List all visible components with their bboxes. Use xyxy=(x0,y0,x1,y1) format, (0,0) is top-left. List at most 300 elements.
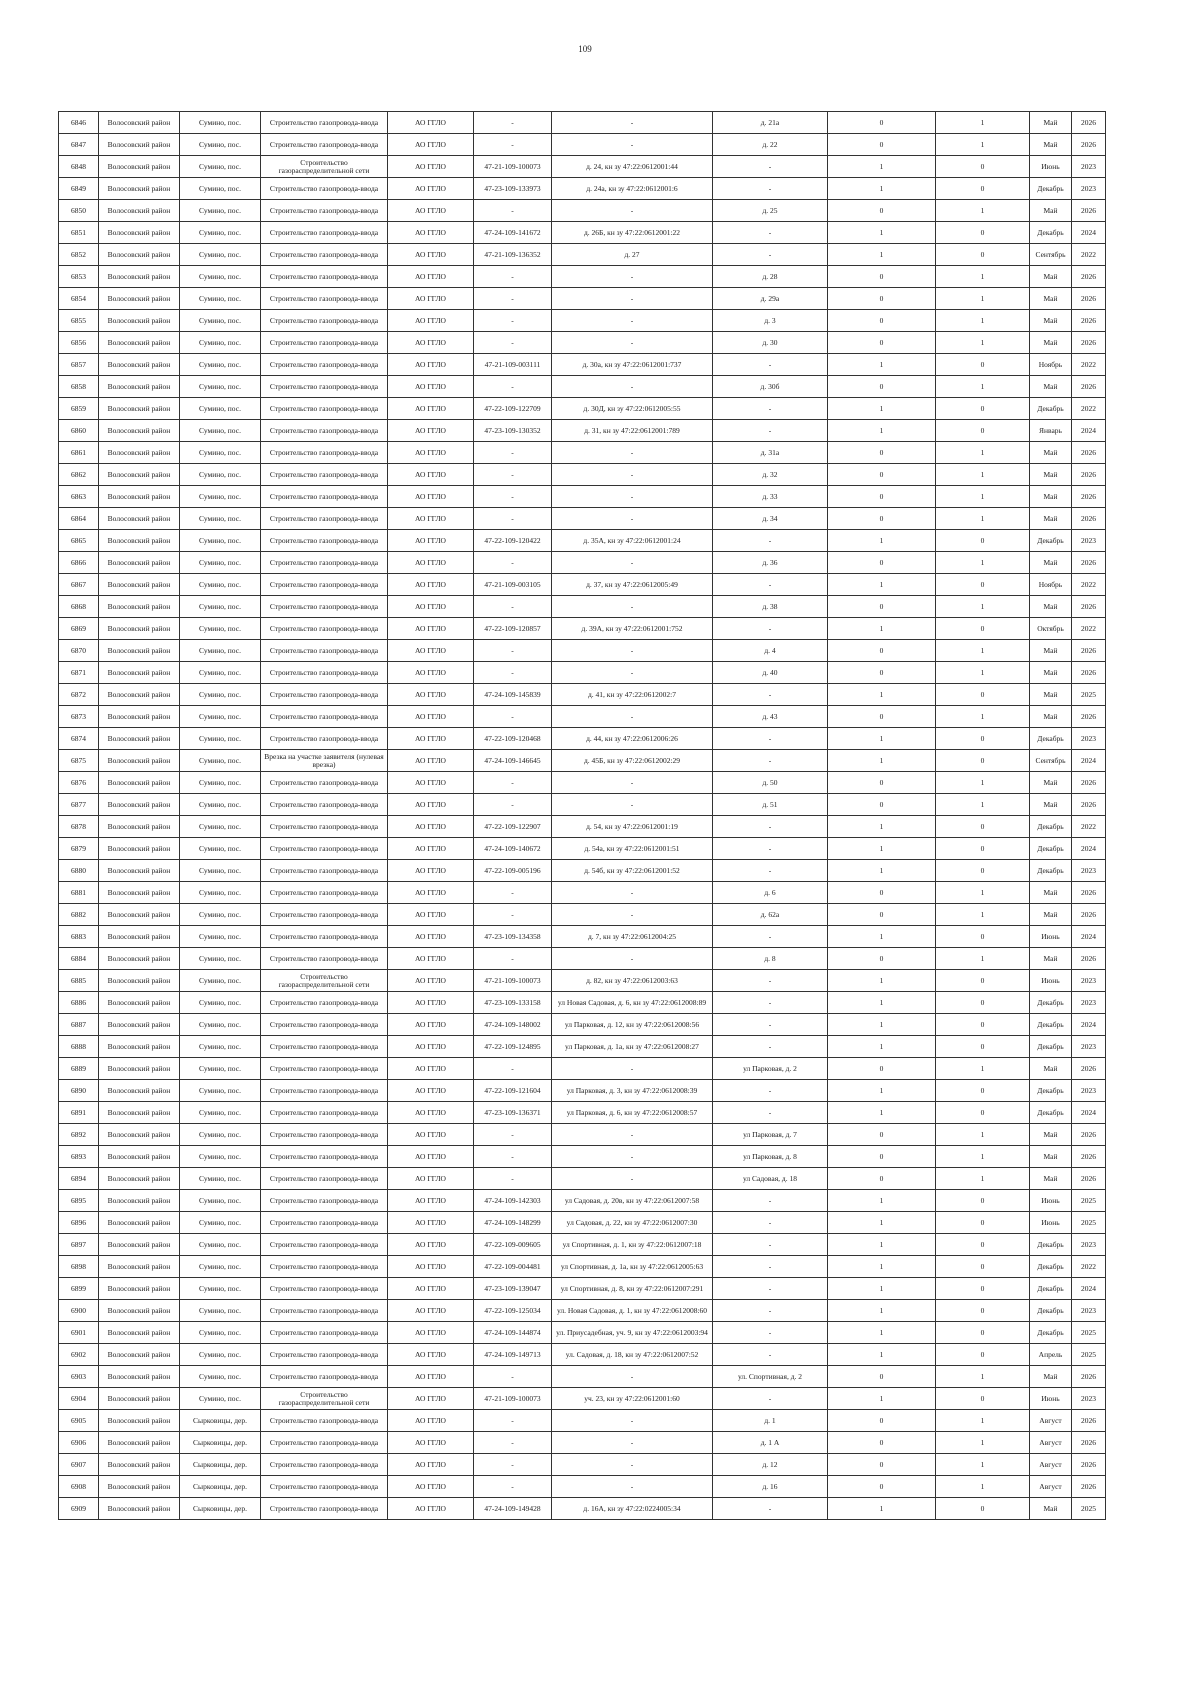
cell-settlement: Сумино, пос. xyxy=(180,596,261,618)
cell-month: Май xyxy=(1030,1498,1072,1520)
cell-cadastral-address: д. 24а, кн зу 47:22:0612001:6 xyxy=(552,178,713,200)
cell-row-number: 6867 xyxy=(59,574,99,596)
cell-settlement: Сумино, пос. xyxy=(180,508,261,530)
cell-work-type: Строительство газопровода-ввода xyxy=(261,332,388,354)
cell-district: Волосовский район xyxy=(99,904,180,926)
cell-settlement: Сумино, пос. xyxy=(180,288,261,310)
cell-application-number: 47-21-109-003111 xyxy=(474,354,552,376)
cell-row-number: 6904 xyxy=(59,1388,99,1410)
cell-year: 2026 xyxy=(1072,904,1106,926)
cell-year: 2022 xyxy=(1072,574,1106,596)
table-row xyxy=(59,1234,1106,1256)
cell-year: 2024 xyxy=(1072,1014,1106,1036)
cell-count-b: 1 xyxy=(936,948,1030,970)
cell-address: - xyxy=(713,1256,828,1278)
table-row xyxy=(59,992,1106,1014)
cell-work-type: Строительство газопровода-ввода xyxy=(261,662,388,684)
cell-address: - xyxy=(713,1322,828,1344)
cell-row-number: 6896 xyxy=(59,1212,99,1234)
cell-cadastral-address: ул. Новая Садовая, д. 1, кн зу 47:22:0612008:60 xyxy=(552,1300,713,1322)
cell-count-a: 0 xyxy=(828,882,936,904)
cell-row-number: 6879 xyxy=(59,838,99,860)
cell-count-b: 0 xyxy=(936,1234,1030,1256)
cell-settlement: Сумино, пос. xyxy=(180,1278,261,1300)
cell-month: Май xyxy=(1030,1366,1072,1388)
cell-year: 2022 xyxy=(1072,816,1106,838)
cell-settlement: Сумино, пос. xyxy=(180,750,261,772)
cell-year: 2022 xyxy=(1072,1256,1106,1278)
cell-row-number: 6866 xyxy=(59,552,99,574)
cell-year: 2024 xyxy=(1072,750,1106,772)
cell-year: 2022 xyxy=(1072,398,1106,420)
cell-settlement: Сумино, пос. xyxy=(180,134,261,156)
cell-month: Декабрь xyxy=(1030,992,1072,1014)
cell-row-number: 6872 xyxy=(59,684,99,706)
cell-year: 2025 xyxy=(1072,684,1106,706)
table-row xyxy=(59,1080,1106,1102)
cell-cadastral-address: ул Парковая, д. 12, кн зу 47:22:0612008:56 xyxy=(552,1014,713,1036)
cell-year: 2023 xyxy=(1072,1388,1106,1410)
cell-month: Декабрь xyxy=(1030,1036,1072,1058)
cell-year: 2026 xyxy=(1072,706,1106,728)
cell-count-a: 0 xyxy=(828,332,936,354)
table-row xyxy=(59,948,1106,970)
cell-count-b: 1 xyxy=(936,1410,1030,1432)
cell-month: Май xyxy=(1030,310,1072,332)
cell-month: Декабрь xyxy=(1030,1080,1072,1102)
cell-work-type: Строительство газопровода-ввода xyxy=(261,1168,388,1190)
cell-application-number: - xyxy=(474,662,552,684)
cell-count-b: 1 xyxy=(936,1366,1030,1388)
cell-settlement: Сумино, пос. xyxy=(180,992,261,1014)
cell-organization: АО ГГЛО xyxy=(388,948,474,970)
cell-address: д. 4 xyxy=(713,640,828,662)
cell-organization: АО ГГЛО xyxy=(388,596,474,618)
cell-organization: АО ГГЛО xyxy=(388,992,474,1014)
cell-count-a: 1 xyxy=(828,1080,936,1102)
cell-cadastral-address: - xyxy=(552,1366,713,1388)
registry-table xyxy=(58,111,1106,1520)
cell-count-a: 0 xyxy=(828,1058,936,1080)
table-row xyxy=(59,486,1106,508)
cell-month: Декабрь xyxy=(1030,1234,1072,1256)
cell-district: Волосовский район xyxy=(99,288,180,310)
cell-cadastral-address: ул. Приусадебная, уч. 9, кн зу 47:22:0612003:94 xyxy=(552,1322,713,1344)
cell-organization: АО ГГЛО xyxy=(388,486,474,508)
cell-cadastral-address: д. 30Д, кн зу 47:22:0612005:55 xyxy=(552,398,713,420)
cell-organization: АО ГГЛО xyxy=(388,750,474,772)
cell-address: - xyxy=(713,398,828,420)
table-row xyxy=(59,926,1106,948)
cell-application-number: - xyxy=(474,1146,552,1168)
cell-district: Волосовский район xyxy=(99,1058,180,1080)
table-row xyxy=(59,860,1106,882)
cell-year: 2026 xyxy=(1072,310,1106,332)
cell-address: - xyxy=(713,838,828,860)
cell-organization: АО ГГЛО xyxy=(388,1124,474,1146)
cell-year: 2026 xyxy=(1072,1366,1106,1388)
cell-row-number: 6882 xyxy=(59,904,99,926)
cell-address: д. 25 xyxy=(713,200,828,222)
cell-count-b: 1 xyxy=(936,882,1030,904)
cell-count-a: 1 xyxy=(828,992,936,1014)
cell-count-b: 0 xyxy=(936,970,1030,992)
table-row xyxy=(59,222,1106,244)
cell-row-number: 6878 xyxy=(59,816,99,838)
cell-year: 2026 xyxy=(1072,882,1106,904)
cell-row-number: 6903 xyxy=(59,1366,99,1388)
cell-count-b: 0 xyxy=(936,574,1030,596)
cell-organization: АО ГГЛО xyxy=(388,1278,474,1300)
cell-application-number: - xyxy=(474,948,552,970)
table-row xyxy=(59,1498,1106,1520)
cell-count-a: 1 xyxy=(828,530,936,552)
cell-district: Волосовский район xyxy=(99,662,180,684)
cell-settlement: Сумино, пос. xyxy=(180,1036,261,1058)
table-row xyxy=(59,1124,1106,1146)
table-row xyxy=(59,1102,1106,1124)
cell-address: - xyxy=(713,354,828,376)
cell-cadastral-address: - xyxy=(552,486,713,508)
cell-row-number: 6856 xyxy=(59,332,99,354)
cell-district: Волосовский район xyxy=(99,882,180,904)
cell-row-number: 6895 xyxy=(59,1190,99,1212)
table-row xyxy=(59,1014,1106,1036)
cell-work-type: Строительство газопровода-ввода xyxy=(261,1234,388,1256)
cell-count-b: 0 xyxy=(936,992,1030,1014)
cell-year: 2024 xyxy=(1072,420,1106,442)
table-row xyxy=(59,398,1106,420)
cell-organization: АО ГГЛО xyxy=(388,794,474,816)
cell-district: Волосовский район xyxy=(99,552,180,574)
cell-work-type: Строительство газопровода-ввода xyxy=(261,1278,388,1300)
cell-count-b: 1 xyxy=(936,134,1030,156)
cell-district: Волосовский район xyxy=(99,398,180,420)
cell-count-b: 1 xyxy=(936,266,1030,288)
cell-year: 2026 xyxy=(1072,1124,1106,1146)
cell-row-number: 6858 xyxy=(59,376,99,398)
cell-cadastral-address: ул Парковая, д. 6, кн зу 47:22:0612008:57 xyxy=(552,1102,713,1124)
cell-year: 2026 xyxy=(1072,772,1106,794)
cell-count-a: 1 xyxy=(828,178,936,200)
cell-application-number: 47-22-109-124895 xyxy=(474,1036,552,1058)
cell-application-number: 47-24-109-148002 xyxy=(474,1014,552,1036)
cell-settlement: Сумино, пос. xyxy=(180,1212,261,1234)
cell-application-number: - xyxy=(474,288,552,310)
cell-address: д. 32 xyxy=(713,464,828,486)
cell-district: Волосовский район xyxy=(99,794,180,816)
table-row xyxy=(59,816,1106,838)
cell-organization: АО ГГЛО xyxy=(388,1410,474,1432)
cell-application-number: 47-24-109-142303 xyxy=(474,1190,552,1212)
cell-count-a: 1 xyxy=(828,684,936,706)
cell-settlement: Сумино, пос. xyxy=(180,178,261,200)
cell-cadastral-address: д. 39А, кн зу 47:22:0612001:752 xyxy=(552,618,713,640)
table-row xyxy=(59,156,1106,178)
cell-month: Июнь xyxy=(1030,970,1072,992)
cell-address: - xyxy=(713,926,828,948)
cell-organization: АО ГГЛО xyxy=(388,310,474,332)
cell-year: 2025 xyxy=(1072,1212,1106,1234)
cell-row-number: 6892 xyxy=(59,1124,99,1146)
cell-address: ул Парковая, д. 8 xyxy=(713,1146,828,1168)
cell-work-type: Строительство газопровода-ввода xyxy=(261,288,388,310)
cell-address: ул Парковая, д. 7 xyxy=(713,1124,828,1146)
cell-month: Апрель xyxy=(1030,1344,1072,1366)
cell-organization: АО ГГЛО xyxy=(388,530,474,552)
cell-work-type: Строительство газопровода-ввода xyxy=(261,1190,388,1212)
cell-application-number: 47-22-109-125034 xyxy=(474,1300,552,1322)
cell-application-number: 47-22-109-004481 xyxy=(474,1256,552,1278)
cell-cadastral-address: д. 31, кн зу 47:22:0612001:789 xyxy=(552,420,713,442)
cell-cadastral-address: - xyxy=(552,1168,713,1190)
cell-application-number: 47-22-109-120468 xyxy=(474,728,552,750)
cell-cadastral-address: д. 7, кн зу 47:22:0612004:25 xyxy=(552,926,713,948)
cell-count-a: 0 xyxy=(828,552,936,574)
cell-count-b: 1 xyxy=(936,552,1030,574)
cell-cadastral-address: - xyxy=(552,882,713,904)
cell-district: Волосовский район xyxy=(99,134,180,156)
cell-application-number: 47-21-109-003105 xyxy=(474,574,552,596)
cell-row-number: 6902 xyxy=(59,1344,99,1366)
cell-count-b: 1 xyxy=(936,1146,1030,1168)
cell-organization: АО ГГЛО xyxy=(388,508,474,530)
cell-settlement: Сумино, пос. xyxy=(180,398,261,420)
cell-row-number: 6883 xyxy=(59,926,99,948)
cell-application-number: - xyxy=(474,640,552,662)
cell-count-b: 1 xyxy=(936,662,1030,684)
cell-month: Май xyxy=(1030,1146,1072,1168)
cell-settlement: Сырковицы, дер. xyxy=(180,1476,261,1498)
cell-cadastral-address: д. 45Б, кн зу 47:22:0612002:29 xyxy=(552,750,713,772)
cell-address: д. 3 xyxy=(713,310,828,332)
cell-address: - xyxy=(713,1234,828,1256)
cell-count-a: 0 xyxy=(828,310,936,332)
cell-count-a: 1 xyxy=(828,244,936,266)
table-row xyxy=(59,772,1106,794)
cell-application-number: - xyxy=(474,1168,552,1190)
table-row xyxy=(59,1146,1106,1168)
cell-settlement: Сумино, пос. xyxy=(180,1256,261,1278)
cell-organization: АО ГГЛО xyxy=(388,244,474,266)
cell-count-a: 0 xyxy=(828,596,936,618)
cell-month: Май xyxy=(1030,772,1072,794)
cell-cadastral-address: - xyxy=(552,948,713,970)
cell-settlement: Сумино, пос. xyxy=(180,574,261,596)
cell-address: д. 30 xyxy=(713,332,828,354)
cell-work-type: Строительство газопровода-ввода xyxy=(261,882,388,904)
cell-month: Август xyxy=(1030,1454,1072,1476)
cell-cadastral-address: д. 54б, кн зу 47:22:0612001:52 xyxy=(552,860,713,882)
cell-organization: АО ГГЛО xyxy=(388,1388,474,1410)
cell-count-a: 0 xyxy=(828,772,936,794)
cell-count-b: 0 xyxy=(936,354,1030,376)
cell-count-a: 0 xyxy=(828,948,936,970)
cell-district: Волосовский район xyxy=(99,310,180,332)
cell-year: 2023 xyxy=(1072,992,1106,1014)
cell-month: Май xyxy=(1030,706,1072,728)
cell-count-a: 1 xyxy=(828,1212,936,1234)
cell-application-number: 47-21-109-100073 xyxy=(474,970,552,992)
cell-month: Май xyxy=(1030,1124,1072,1146)
cell-count-a: 1 xyxy=(828,970,936,992)
cell-address: д. 51 xyxy=(713,794,828,816)
cell-month: Январь xyxy=(1030,420,1072,442)
cell-count-a: 0 xyxy=(828,508,936,530)
cell-address: д. 1 А xyxy=(713,1432,828,1454)
cell-district: Волосовский район xyxy=(99,156,180,178)
cell-row-number: 6865 xyxy=(59,530,99,552)
table-row xyxy=(59,1212,1106,1234)
cell-row-number: 6898 xyxy=(59,1256,99,1278)
table-row xyxy=(59,1388,1106,1410)
cell-row-number: 6876 xyxy=(59,772,99,794)
cell-month: Июнь xyxy=(1030,1388,1072,1410)
cell-year: 2026 xyxy=(1072,266,1106,288)
cell-settlement: Сумино, пос. xyxy=(180,882,261,904)
cell-year: 2026 xyxy=(1072,552,1106,574)
cell-row-number: 6900 xyxy=(59,1300,99,1322)
cell-count-a: 1 xyxy=(828,618,936,640)
cell-organization: АО ГГЛО xyxy=(388,1498,474,1520)
cell-work-type: Строительство газопровода-ввода xyxy=(261,266,388,288)
cell-work-type: Строительство газораспределительной сети xyxy=(261,1388,388,1410)
table-row xyxy=(59,1344,1106,1366)
cell-organization: АО ГГЛО xyxy=(388,1168,474,1190)
cell-work-type: Строительство газопровода-ввода xyxy=(261,574,388,596)
cell-count-a: 1 xyxy=(828,1344,936,1366)
cell-address: - xyxy=(713,1300,828,1322)
cell-count-b: 0 xyxy=(936,860,1030,882)
cell-settlement: Сумино, пос. xyxy=(180,662,261,684)
cell-address: - xyxy=(713,420,828,442)
cell-row-number: 6885 xyxy=(59,970,99,992)
cell-cadastral-address: - xyxy=(552,1146,713,1168)
cell-district: Волосовский район xyxy=(99,1234,180,1256)
cell-settlement: Сумино, пос. xyxy=(180,354,261,376)
cell-count-b: 1 xyxy=(936,288,1030,310)
cell-settlement: Сумино, пос. xyxy=(180,1058,261,1080)
cell-address: - xyxy=(713,816,828,838)
cell-work-type: Строительство газопровода-ввода xyxy=(261,618,388,640)
cell-month: Декабрь xyxy=(1030,838,1072,860)
cell-application-number: - xyxy=(474,486,552,508)
cell-work-type: Строительство газопровода-ввода xyxy=(261,1300,388,1322)
cell-settlement: Сумино, пос. xyxy=(180,1146,261,1168)
cell-year: 2023 xyxy=(1072,728,1106,750)
cell-month: Май xyxy=(1030,266,1072,288)
cell-count-a: 1 xyxy=(828,1498,936,1520)
cell-work-type: Врезка на участке заявителя (нулевая врезка) xyxy=(261,750,388,772)
cell-work-type: Строительство газопровода-ввода xyxy=(261,112,388,134)
cell-application-number: - xyxy=(474,112,552,134)
cell-district: Волосовский район xyxy=(99,178,180,200)
cell-district: Волосовский район xyxy=(99,332,180,354)
cell-organization: АО ГГЛО xyxy=(388,728,474,750)
cell-month: Ноябрь xyxy=(1030,354,1072,376)
cell-address: ул Садовая, д. 18 xyxy=(713,1168,828,1190)
cell-count-b: 0 xyxy=(936,1102,1030,1124)
table-row xyxy=(59,376,1106,398)
cell-row-number: 6907 xyxy=(59,1454,99,1476)
cell-month: Октябрь xyxy=(1030,618,1072,640)
cell-address: - xyxy=(713,156,828,178)
cell-year: 2025 xyxy=(1072,1190,1106,1212)
cell-organization: АО ГГЛО xyxy=(388,1058,474,1080)
cell-count-a: 0 xyxy=(828,464,936,486)
cell-application-number: 47-24-109-146645 xyxy=(474,750,552,772)
cell-settlement: Сумино, пос. xyxy=(180,376,261,398)
cell-row-number: 6875 xyxy=(59,750,99,772)
cell-application-number: 47-22-109-122907 xyxy=(474,816,552,838)
cell-cadastral-address: - xyxy=(552,794,713,816)
cell-work-type: Строительство газопровода-ввода xyxy=(261,464,388,486)
cell-year: 2022 xyxy=(1072,618,1106,640)
cell-count-a: 1 xyxy=(828,926,936,948)
cell-work-type: Строительство газопровода-ввода xyxy=(261,1432,388,1454)
cell-count-a: 0 xyxy=(828,486,936,508)
cell-district: Волосовский район xyxy=(99,1190,180,1212)
cell-application-number: - xyxy=(474,794,552,816)
cell-year: 2023 xyxy=(1072,530,1106,552)
cell-district: Волосовский район xyxy=(99,1212,180,1234)
table-row xyxy=(59,596,1106,618)
cell-work-type: Строительство газопровода-ввода xyxy=(261,1014,388,1036)
cell-month: Май xyxy=(1030,596,1072,618)
cell-organization: АО ГГЛО xyxy=(388,838,474,860)
cell-count-a: 0 xyxy=(828,640,936,662)
cell-row-number: 6880 xyxy=(59,860,99,882)
cell-work-type: Строительство газопровода-ввода xyxy=(261,1036,388,1058)
cell-count-b: 0 xyxy=(936,1344,1030,1366)
cell-application-number: 47-22-109-122709 xyxy=(474,398,552,420)
cell-count-a: 0 xyxy=(828,1168,936,1190)
cell-year: 2026 xyxy=(1072,1432,1106,1454)
cell-cadastral-address: д. 37, кн зу 47:22:0612005:49 xyxy=(552,574,713,596)
cell-count-a: 1 xyxy=(828,1278,936,1300)
cell-month: Июнь xyxy=(1030,1190,1072,1212)
cell-row-number: 6864 xyxy=(59,508,99,530)
cell-organization: АО ГГЛО xyxy=(388,1234,474,1256)
cell-work-type: Строительство газопровода-ввода xyxy=(261,200,388,222)
cell-count-a: 0 xyxy=(828,904,936,926)
cell-application-number: 47-24-109-149428 xyxy=(474,1498,552,1520)
cell-address: - xyxy=(713,750,828,772)
cell-organization: АО ГГЛО xyxy=(388,882,474,904)
cell-row-number: 6877 xyxy=(59,794,99,816)
table-row xyxy=(59,904,1106,926)
cell-district: Волосовский район xyxy=(99,1168,180,1190)
cell-settlement: Сумино, пос. xyxy=(180,1190,261,1212)
cell-district: Волосовский район xyxy=(99,464,180,486)
cell-address: ул Парковая, д. 2 xyxy=(713,1058,828,1080)
cell-count-a: 0 xyxy=(828,112,936,134)
cell-month: Август xyxy=(1030,1476,1072,1498)
cell-work-type: Строительство газопровода-ввода xyxy=(261,1080,388,1102)
cell-month: Май xyxy=(1030,904,1072,926)
cell-count-a: 0 xyxy=(828,1366,936,1388)
cell-address: д. 50 xyxy=(713,772,828,794)
cell-district: Волосовский район xyxy=(99,970,180,992)
cell-month: Май xyxy=(1030,662,1072,684)
cell-year: 2022 xyxy=(1072,244,1106,266)
cell-address: - xyxy=(713,1278,828,1300)
cell-cadastral-address: - xyxy=(552,266,713,288)
table-row xyxy=(59,420,1106,442)
cell-count-b: 1 xyxy=(936,332,1030,354)
cell-count-b: 1 xyxy=(936,310,1030,332)
cell-cadastral-address: ул Садовая, д. 20в, кн зу 47:22:0612007:58 xyxy=(552,1190,713,1212)
